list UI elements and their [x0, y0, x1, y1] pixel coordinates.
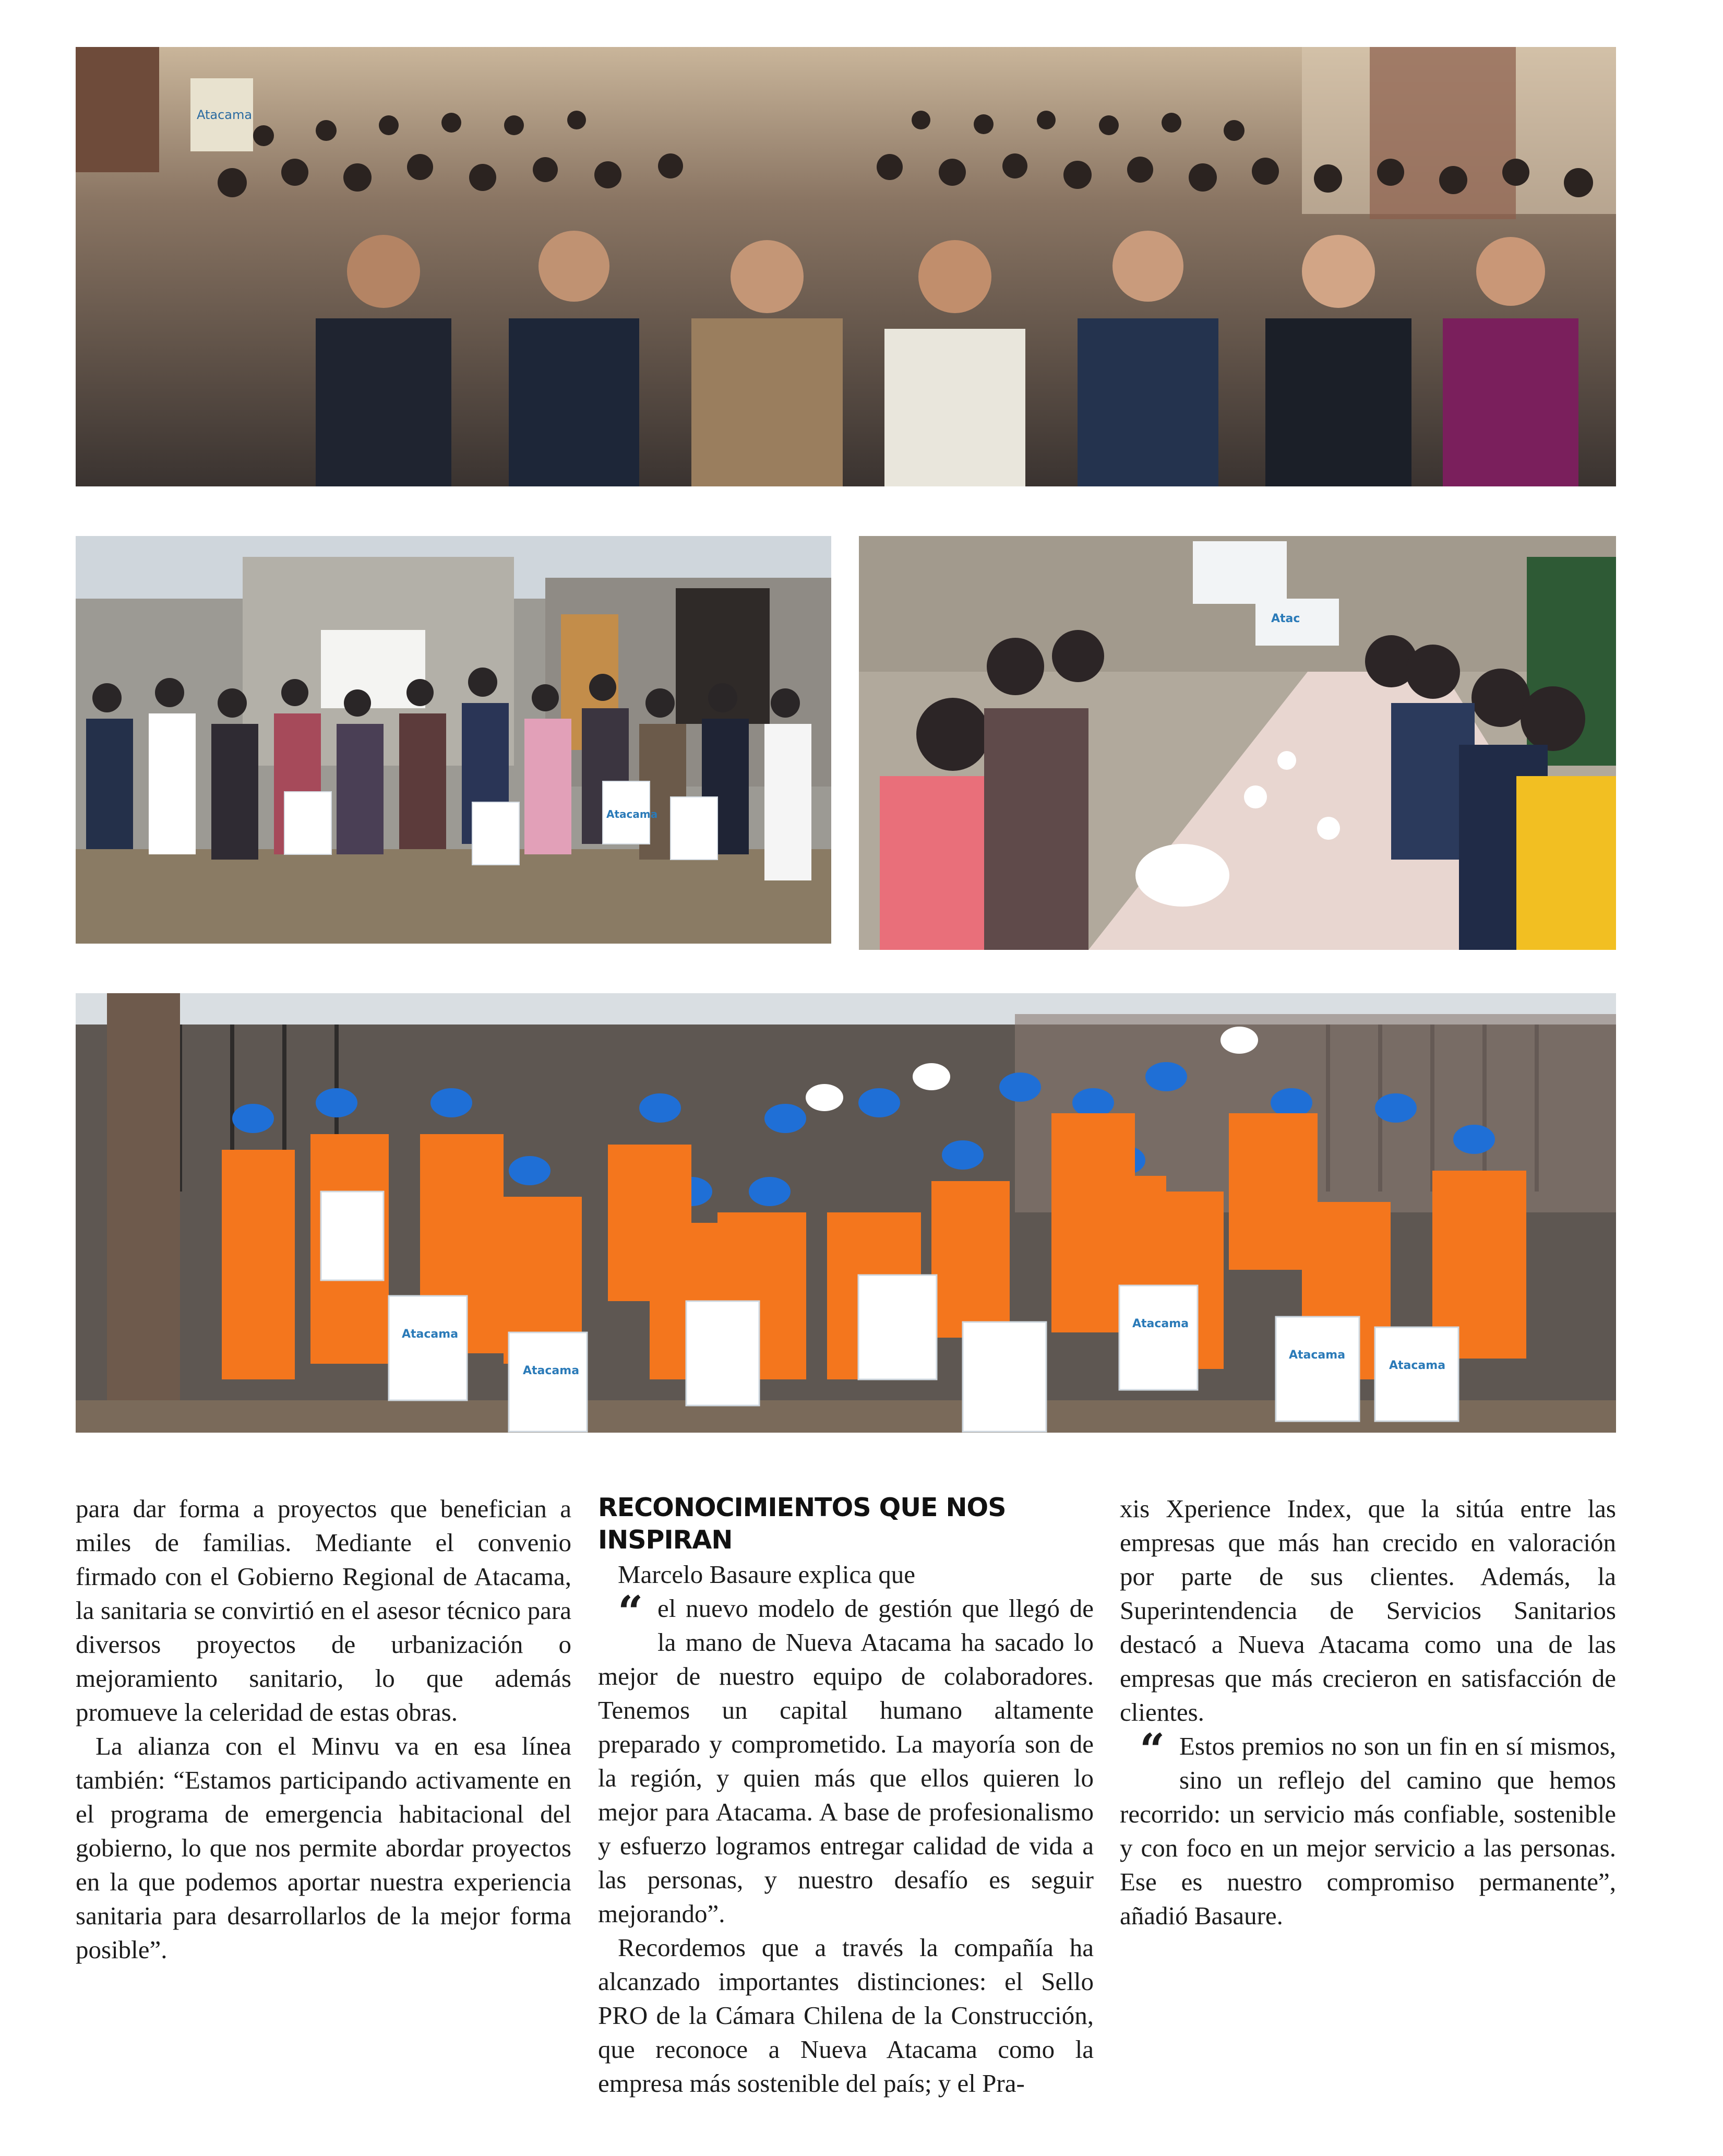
photo-tea-gathering [859, 536, 1616, 950]
article-column-2 [598, 1492, 1094, 2100]
col2-paragraph-2: Recordemos que a través la compañía ha alcanzado importantes distinciones: el Sello PRO de la Cámara Chilena de la Construcción, que reconoce a Nueva Atacama como la empresa más sostenible del país; y el Pra- [598, 1933, 1094, 2098]
col2-quote: el nuevo modelo de gestión que llegó de la mano de Nueva Atacama ha sacado lo mejor de nuestro equipo de colaboradores. Tenemos un capital humano altamente preparado y comprometido. La mayoría son de la región, y quien más que ellos quieren lo mejor para Atacama. A base de profesionalismo y esfuerzo logramos entregar calidad de vida a las personas, y nuestro desafío es seguir mejorando”. [598, 1594, 1094, 1928]
col1-paragraph-1: para dar forma a proyectos que benefician a miles de familias. Mediante el convenio firmado con el Gobierno Regional de Atacama, la sanitaria se convirtió en el asesor técnico para diversos proyectos de urbanización o mejoramiento sanitario, lo que además promueve la celeridad de estas obras. [76, 1494, 571, 1726]
section-heading: RECONOCIMIENTOS QUE NOS INSPIRAN [598, 1493, 1006, 1555]
helmets-bag-label: Atacama [1389, 1359, 1446, 1372]
photo-helmets-group [76, 993, 1616, 1433]
helmets-bag-label: Atacama [1289, 1349, 1346, 1362]
photo-community-group [76, 536, 831, 944]
helmets-scene [76, 993, 1616, 1433]
col1-paragraph-2: La alianza con el Minvu va en esa línea también: “Estamos participando activamente en el programa de emergencia habitacional del gobierno, lo que nos permite abordar proyectos en la que podemos aportar nuestra experiencia sanitaria para desarrollarlos de la mejor forma posible”. [76, 1732, 571, 1964]
col3-paragraph-1: xis Xperience Index, que la sitúa entre las empresas que más han crecido en valoración por parte de sus clientes. Además, la Superintendencia de Servicios Sanitarios destacó a Nueva Atacama como una de las empresas que más crecieron en satisfacción de clientes. [1120, 1494, 1616, 1726]
conference-banner-text: Atacama [197, 108, 253, 122]
conference-scene [76, 47, 1616, 486]
community-bag-label: Atacama [606, 808, 658, 820]
article-column-3 [1120, 1492, 1616, 1933]
quote-mark-icon: “ [618, 1586, 643, 1638]
col2-quote-block [598, 1586, 1094, 1931]
community-scene [76, 536, 831, 944]
col2-intro: Marcelo Basaure explica que [618, 1560, 916, 1589]
col3-quote: Estos premios no son un fin en sí mismos, sino un reflejo del camino que hemos recorrido: un servicio más confiable, sostenible y con foco en un mejor servicio a las personas. Ese es nuestro compromiso permanente”, añadió Basaure. [1120, 1732, 1616, 1930]
helmets-bag-label: Atacama [402, 1328, 459, 1341]
tea-sign-text: Atac [1271, 612, 1300, 625]
article-column-1 [76, 1492, 571, 1967]
col3-quote-block [1120, 1724, 1616, 1933]
helmets-bag-label: Atacama [1132, 1317, 1189, 1330]
photo-conference-audience [76, 47, 1616, 486]
helmets-bag-label: Atacama [523, 1364, 580, 1377]
quote-mark-icon: “ [1140, 1724, 1165, 1776]
tea-scene [859, 536, 1616, 950]
